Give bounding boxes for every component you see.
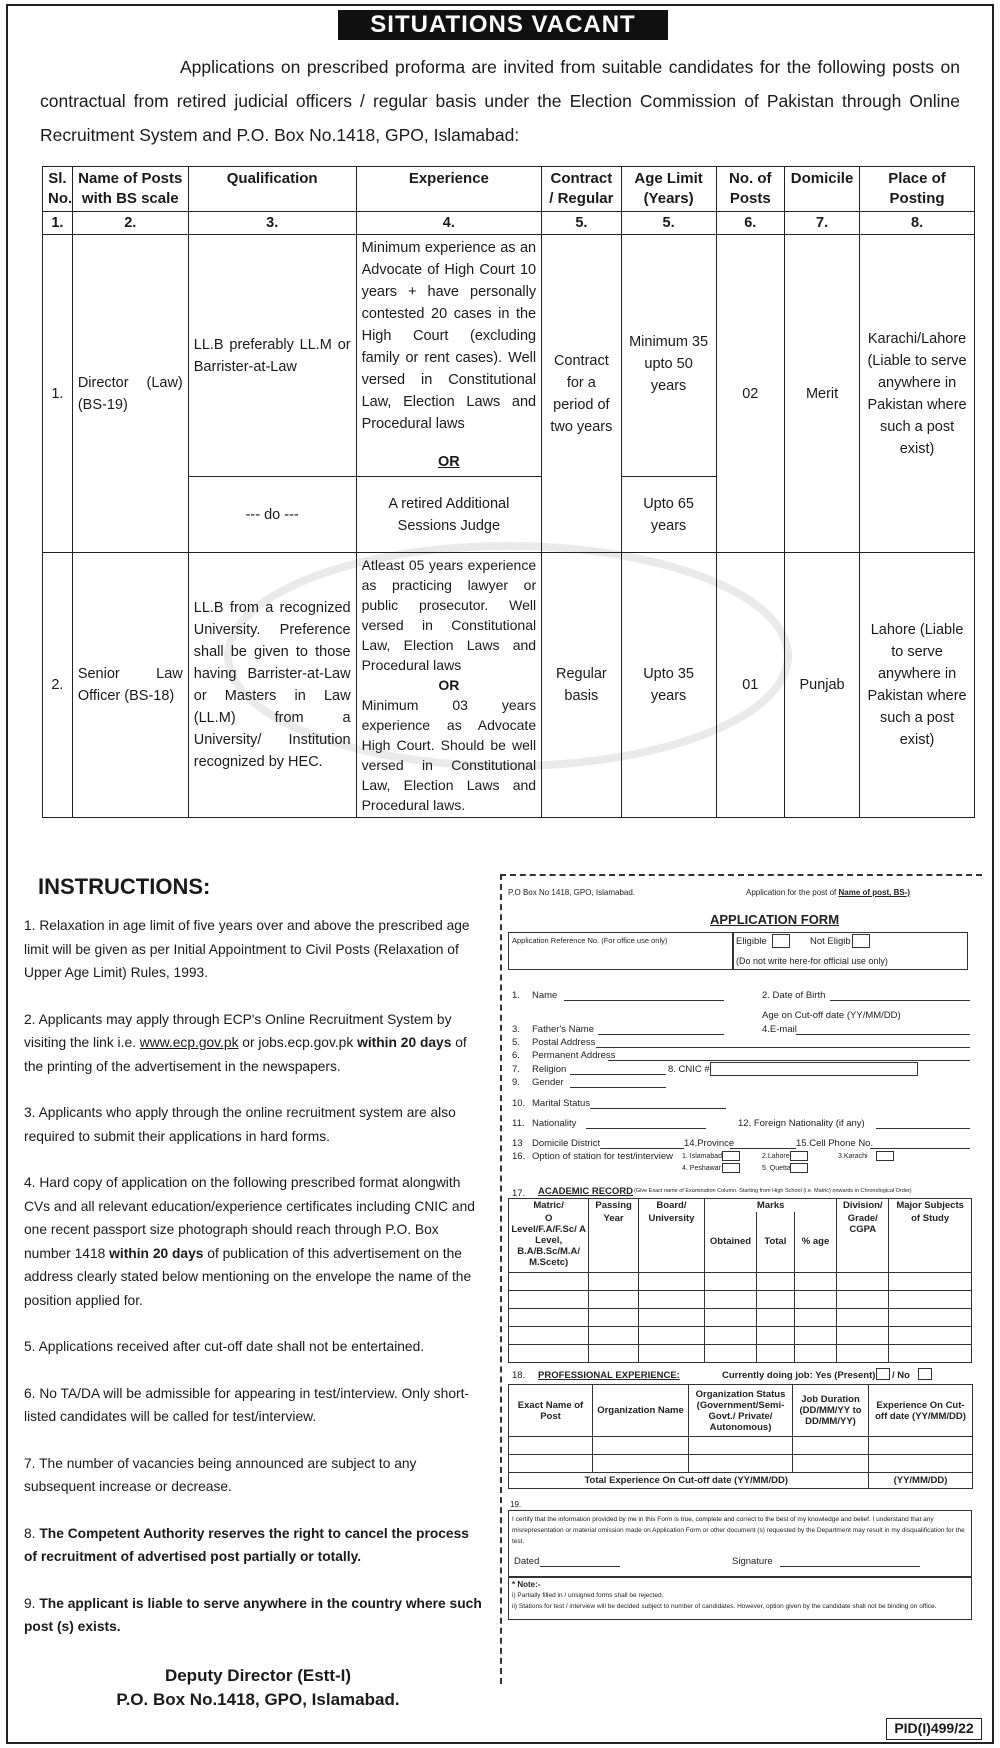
form-post-label: Application for the post of Name of post, BS-) [746,888,911,897]
eligible-label: Eligible [736,936,767,947]
prof-header: Job Duration (DD/MM/YY to DD/MM/YY) [793,1385,869,1437]
acad-header: O Level/F.A/F.Sc/ A Level, B.A/B.Sc/M.A/ M.Scetc) [509,1212,589,1272]
page-title: SITUATIONS VACANT [338,10,668,40]
name-label: Name [532,990,558,1001]
col-num: 1. [43,212,73,235]
row2-sl: 2. [43,553,73,818]
row2-experience-a: Atleast 05 years experience as practicing lawyer or public prosecutor. Well versed in Constitutional Law, Election Laws and Procedural laws [361,557,537,673]
prof-header: Organization Name [593,1385,689,1437]
row1-sl: 1. [43,235,73,553]
academic-note: (Give Exact name of Examination Column. Starting from High School (i.e. Matric) onwards in Chronological Order) [634,1188,912,1194]
col-num: 7. [785,212,860,235]
prof-header: Organization Status (Government/Semi-Govt./ Private/ Autonomous) [689,1385,793,1437]
note-1: i) Partially filled in / unsigned forms shall be rejected. [512,1592,664,1599]
table-row[interactable] [509,1455,973,1473]
dated-field[interactable] [540,1566,620,1567]
table-row [43,553,975,818]
row2-or: OR [438,677,460,693]
header-age: Age Limit (Years) [621,167,716,212]
table-row[interactable] [509,1272,972,1290]
header-name: Name of Posts with BS scale [72,167,188,212]
ecp-link[interactable]: www.ecp.gov.pk [139,1035,239,1050]
acad-header: University [638,1212,704,1272]
instruction-7: 7. The number of vacancies being announced are subject to any subsequent increase or decrease. [24,1455,417,1494]
total-experience-unit: (YY/MM/DD) [869,1473,973,1489]
table-row[interactable] [509,1344,972,1362]
station-peshawar-label: 4. Peshawar [682,1165,721,1172]
field-number: 3. [512,1024,520,1035]
row2-domicile: Punjab [785,553,860,818]
instructions-list [24,914,482,1662]
postal-field[interactable] [596,1047,970,1048]
row1-experience-alt: A retired Additional Sessions Judge [356,477,542,553]
dated-label: Dated [514,1556,540,1567]
table-row[interactable] [509,1437,973,1455]
postal-label: Postal Address [532,1037,596,1048]
note-title: * Note:- [512,1580,541,1589]
email-field[interactable] [796,1034,970,1035]
header-domicile: Domicile [785,167,860,212]
acad-header: Total [756,1212,794,1272]
station-lahore-label: 2.Lahore [762,1153,790,1160]
row2-experience-b: Minimum 03 years experience as Advocate High Court. Should be well versed in Constitutional Law, Election Laws and Procedural laws. [361,697,537,813]
acad-header: Matric/ [509,1199,589,1213]
note-divider [508,1576,972,1578]
academic-table [508,1198,972,1363]
form-title: APPLICATION FORM [710,912,840,927]
acad-header: Year [589,1212,639,1272]
instruction-8: 8. The Competent Authority reserves the right to cancel the process of recruitment of advertised post partially or totally. [24,1525,469,1564]
station-peshawar-box[interactable] [722,1163,740,1173]
field-number: 10. [512,1098,526,1109]
acad-header: Division/ [837,1199,889,1213]
application-form [500,874,982,1684]
row1-qualification-alt: --- do --- [188,477,356,553]
station-islamabad-box[interactable] [722,1151,740,1161]
note-2: ii) Stations for test / interview will be decided subject to number of candidates. However, option given by the candidate shall not be binding on office. [512,1603,937,1610]
province-label: 14.Province [684,1138,735,1149]
header-qualification: Qualification [188,167,356,212]
col-num: 4. [356,212,542,235]
table-row [509,1473,973,1489]
prof-header: Exact Name of Post [509,1385,593,1437]
row2-age: Upto 35 years [621,553,716,818]
acad-header: Major Subjects [889,1199,972,1213]
instruction-9: 9. The applicant is liable to serve anywhere in the country where such post (s) exists. [24,1595,482,1634]
station-option-label: Option of station for test/interview [532,1151,673,1162]
advertisement-page [6,4,994,1744]
station-islamabad-label: 1. Islamabad [682,1153,723,1160]
domicile-district-field[interactable] [600,1148,684,1149]
instruction-3: 3. Applicants who apply through the online recruitment system are also required to submit their applications in hard forms. [24,1105,456,1144]
col-num: 5. [542,212,622,235]
station-karachi-box[interactable] [876,1151,894,1161]
cnic-label: 8. CNIC # [668,1064,710,1075]
acad-header: Obtained [705,1212,757,1272]
row2-experience [356,553,542,818]
age-cutoff-label: Age on Cut-off date (YY/MM/DD) [762,1010,901,1021]
field-number: 19. [510,1500,522,1509]
pid-number: PID(I)499/22 [886,1718,982,1740]
field-number: 5. [512,1037,520,1048]
table-row[interactable] [509,1326,972,1344]
field-number: 16. [512,1151,526,1162]
station-quetta-box[interactable] [790,1163,808,1173]
father-name-label: Father's Name [532,1024,595,1035]
marital-field[interactable] [590,1108,726,1109]
form-dashed-border-top [500,874,982,876]
not-eligible-checkbox[interactable] [852,934,870,948]
intro-paragraph: Applications on prescribed proforma are invited from suitable candidates for the following posts on contractual from retired judicial officers / regular basis under the Election Commission of Pakistan through Online Recruitment System and P.O. Box No.1418, GPO, Islamabad: [40,57,960,145]
instruction-1: 1. Relaxation in age limit of five years over and above the prescribed age limit will be given as per Initial Appointment to Civil Posts (Relaxation of Upper Age Limit) Rules, 1993. [24,918,470,980]
header-experience: Experience [356,167,542,212]
acad-header: Grade/ CGPA [837,1212,889,1272]
signature-label: Signature [732,1556,773,1567]
column-number-row [43,212,975,235]
dob-label: 2. Date of Birth [762,990,826,1001]
cell-phone-label: 15.Cell Phone No. [796,1138,874,1149]
permanent-label: Permanent Address [532,1050,616,1061]
not-eligible-label: Not Eligib [810,936,851,947]
instruction-6: 6. No TA/DA will be admissible for appearing in test/interview. Only short-listed candidates will be called for test/interview. [24,1385,470,1424]
table-row [509,1385,973,1437]
academic-record-label: ACADEMIC RECORD [538,1186,633,1197]
instruction-4: 4. Hard copy of application on the following prescribed format alongwith CVs and all relevant education/experience certificates including CNIC and one recent passport size photograph should reach through P.O. Box number 1418 within 20 days of publication of this advertisement on the address clearly stated below mentioning on the envelope the name of the position applied for. [24,1175,475,1308]
marital-label: Marital Status [532,1098,591,1109]
field-number: 6. [512,1050,520,1061]
total-experience-label: Total Experience On Cut-off date (YY/MM/DD) [509,1473,869,1489]
col-num: 8. [860,212,975,235]
header-sl: Sl. No. [43,167,73,212]
instruction-5: 5. Applications received after cut-off date shall not be entertained. [24,1339,425,1354]
col-num: 2. [72,212,188,235]
experience-table [508,1384,973,1489]
row2-posts: 01 [716,553,784,818]
dob-field[interactable] [830,1000,970,1001]
acad-header: Board/ [638,1199,704,1213]
row1-contract: Contract for a period of two years [542,235,622,553]
name-field[interactable] [564,1000,724,1001]
col-num: 6. [716,212,784,235]
permanent-field[interactable] [608,1060,970,1061]
signatory-title: Deputy Director (Estt-I) [164,1666,352,1685]
station-quetta-label: 5. Quetta [762,1165,791,1172]
field-number: 17. [512,1188,526,1199]
cnic-field[interactable] [710,1062,918,1076]
row1-experience-text: Minimum experience as an Advocate of High Court 10 years + have personally contested 20 cases in the High Court (excluding family or rent cases). Well versed in Constitutional Law, Election Laws and Procedural laws [361,240,537,432]
field-number: 9. [512,1077,520,1088]
office-divider [732,932,734,970]
signatory-address: P.O. Box No.1418, GPO, Islamabad. [116,1690,400,1709]
row1-or: OR [437,454,460,470]
nationality-field[interactable] [586,1128,706,1129]
field-number: 18. [512,1370,526,1381]
acad-header: Marks [705,1199,837,1213]
row1-posts: 02 [716,235,784,553]
field-number: 7. [512,1064,520,1075]
row2-qualification: LL.B from a recognized University. Preference shall be given to those having Barrister-at-Law or Masters in Law (LL.M) from a University/ Institution recognized by HEC. [188,553,356,818]
header-place: Place of Posting [860,167,975,212]
declaration-text: I certify that the information provided by me in this Form is true, complete and correct to the best of my knowledge and belief. I understand that any misrepresentation or material omission made on Application Form or other document (s) requested by the Department may result in my disqualification for the test. [512,1516,965,1545]
cell-phone-field[interactable] [870,1148,970,1149]
vacancies-table [42,166,975,818]
row1-domicile: Merit [785,235,860,553]
form-dashed-border-left [500,874,502,1684]
header-contract: Contract / Regular [542,167,622,212]
religion-label: Religion [532,1064,567,1075]
station-lahore-box[interactable] [790,1151,808,1161]
gender-label: Gender [532,1077,564,1088]
nationality-label: Nationality [532,1118,577,1129]
table-row[interactable] [509,1290,972,1308]
row1-age-alt: Upto 65 years [621,477,716,553]
currently-no-box[interactable] [918,1368,932,1380]
form-address: P.O Box No 1418, GPO, Islamabad. [508,888,636,897]
official-use-note: (Do not write here-for official use only) [736,956,888,966]
col-num: 3. [188,212,356,235]
row1-name: Director (Law) (BS-19) [72,235,188,553]
instructions-title: INSTRUCTIONS: [38,874,211,899]
row2-name: Senior Law Officer (BS-18) [72,553,188,818]
acad-header: % age [794,1212,837,1272]
ref-label: Application Reference No. (For office use only) [512,936,668,945]
row1-experience [356,235,542,477]
foreign-nationality-label: 12. Foreign Nationality (if any) [738,1118,865,1129]
table-row[interactable] [509,1308,972,1326]
foreign-nationality-field[interactable] [876,1128,970,1129]
signatory-block [68,1664,448,1712]
prof-header: Experience On Cut-off date (YY/MM/DD) [869,1385,973,1437]
table-row [43,235,975,477]
field-number: 11. [512,1118,525,1129]
field-number: 1. [512,990,520,1001]
table-header-row [43,167,975,212]
row1-age: Minimum 35 upto 50 years [621,235,716,477]
row1-place: Karachi/Lahore (Liable to serve anywhere in Pakistan where such a post exist) [860,235,975,553]
currently-no-label: / No [892,1370,910,1381]
religion-field[interactable] [570,1074,666,1075]
row2-place: Lahore (Liable to serve anywhere in Pakistan where such a post exist) [860,553,975,818]
acad-header: Passing [589,1199,639,1213]
professional-experience-label: PROFESSIONAL EXPERIENCE: [538,1370,680,1381]
row1-qualification: LL.B preferably LL.M or Barrister-at-Law [188,235,356,477]
col-num: 5. [621,212,716,235]
email-label: 4.E-mail [762,1024,797,1035]
row2-contract: Regular basis [542,553,622,818]
currently-yes-box[interactable] [876,1368,890,1380]
province-field[interactable] [730,1148,796,1149]
acad-header: of Study [889,1212,972,1272]
header-posts: No. of Posts [716,167,784,212]
instruction-2: 2. Applicants may apply through ECP's Online Recruitment System by visiting the link i.e. www.ecp.gov.pk or jobs.ecp.gov.pk within 20 days of the printing of the advertisement in the newspapers. [24,1011,467,1074]
station-karachi-label: 3.Karachi [838,1153,868,1160]
domicile-district-label: Domicile District [532,1138,601,1149]
field-number: 13 [512,1138,523,1149]
table-row [509,1199,972,1213]
father-name-field[interactable] [598,1034,724,1035]
gender-field[interactable] [570,1087,666,1088]
signature-field[interactable] [780,1566,920,1567]
eligible-checkbox[interactable] [772,934,790,948]
table-row [509,1212,972,1272]
currently-job-label: Currently doing job: Yes (Present) [722,1370,876,1381]
